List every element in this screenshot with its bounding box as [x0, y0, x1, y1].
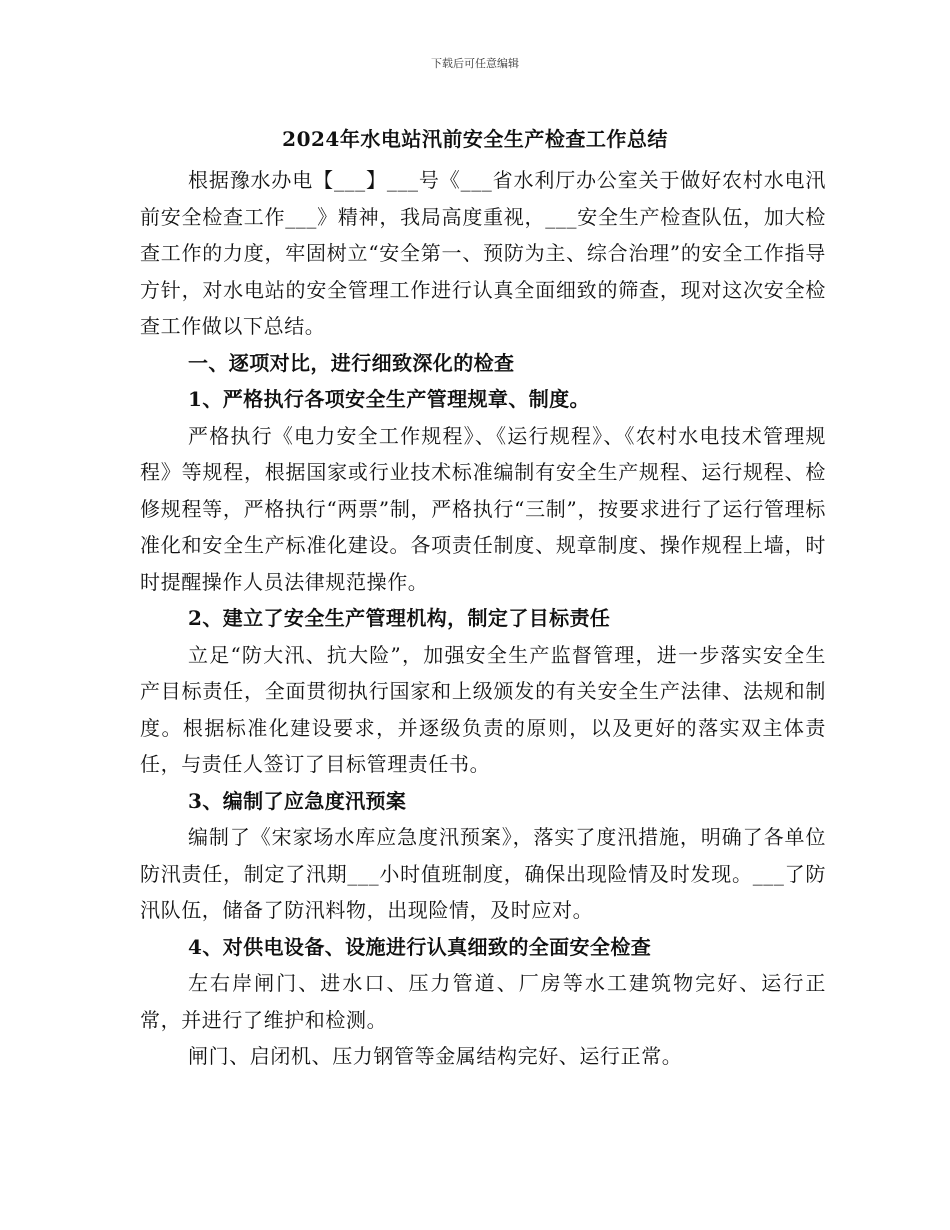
paragraph-regulations: 严格执行《电力安全工作规程》、《运行规程》、《农村水电技术管理规程》等规程，根据国家或行业技术标准编制有安全生产规程、运行规程、检修规程等，严格执行“两票”制，严格执行“三制”，按要求进行了运行管理标准化和安全生产标准化建设。各项责任制度、规章制度、操作规程上墙，时时提醒操作人员法律规范操作。	[140, 423, 826, 594]
subsection-heading-4: 4、对供电设备、设施进行认真细致的全面安全检查	[188, 934, 652, 959]
header-note: 下载后可任意编辑	[431, 57, 519, 70]
paragraph-responsibility: 立足“防大汛、抗大险”，加强安全生产监督管理，进一步落实安全生产目标责任，全面贯彻执行国家和上级颁发的有关安全生产法律、法规和制度。根据标准化建设要求，并逐级负责的原则，以及更好的落实双主体责任，与责任人签订了目标管理责任书。	[140, 642, 826, 776]
paragraph-hydraulic-structures: 左右岸闸门、进水口、压力管道、厂房等水工建筑物完好、运行正常，并进行了维护和检测。	[140, 971, 826, 1032]
document-title: 2024年水电站汛前安全生产检查工作总结	[282, 127, 668, 151]
subsection-heading-2: 2、建立了安全生产管理机构，制定了目标责任	[188, 606, 611, 630]
document-body	[140, 162, 826, 1075]
paragraph-emergency-plan: 编制了《宋家场水库应急度汛预案》，落实了度汛措施，明确了各单位防汛责任，制定了汛期___小时值班制度，确保出现险情及时发现。___了防汛队伍，储备了防汛料物，出现险情，及时应对。	[140, 825, 826, 922]
subsection-heading-1: 1、严格执行各项安全生产管理规章、制度。	[188, 387, 590, 411]
section-heading-1: 一、逐项对比，进行细致深化的检查	[188, 350, 515, 375]
subsection-heading-3: 3、编制了应急度汛预案	[188, 788, 407, 813]
paragraph-metal-structures: 闸门、启闭机、压力钢管等金属结构完好、运行正常。	[188, 1044, 683, 1068]
intro-paragraph: 根据豫水办电【___】___号《___省水利厅办公室关于做好农村水电汛前安全检查工作___》精神，我局高度重视，___安全生产检查队伍，加大检查工作的力度，牢固树立“安全第一、预防为主、综合治理”的安全工作指导方针，对水电站的安全管理工作进行认真全面细致的筛查，现对这次安全检查工作做以下总结。	[140, 168, 826, 338]
